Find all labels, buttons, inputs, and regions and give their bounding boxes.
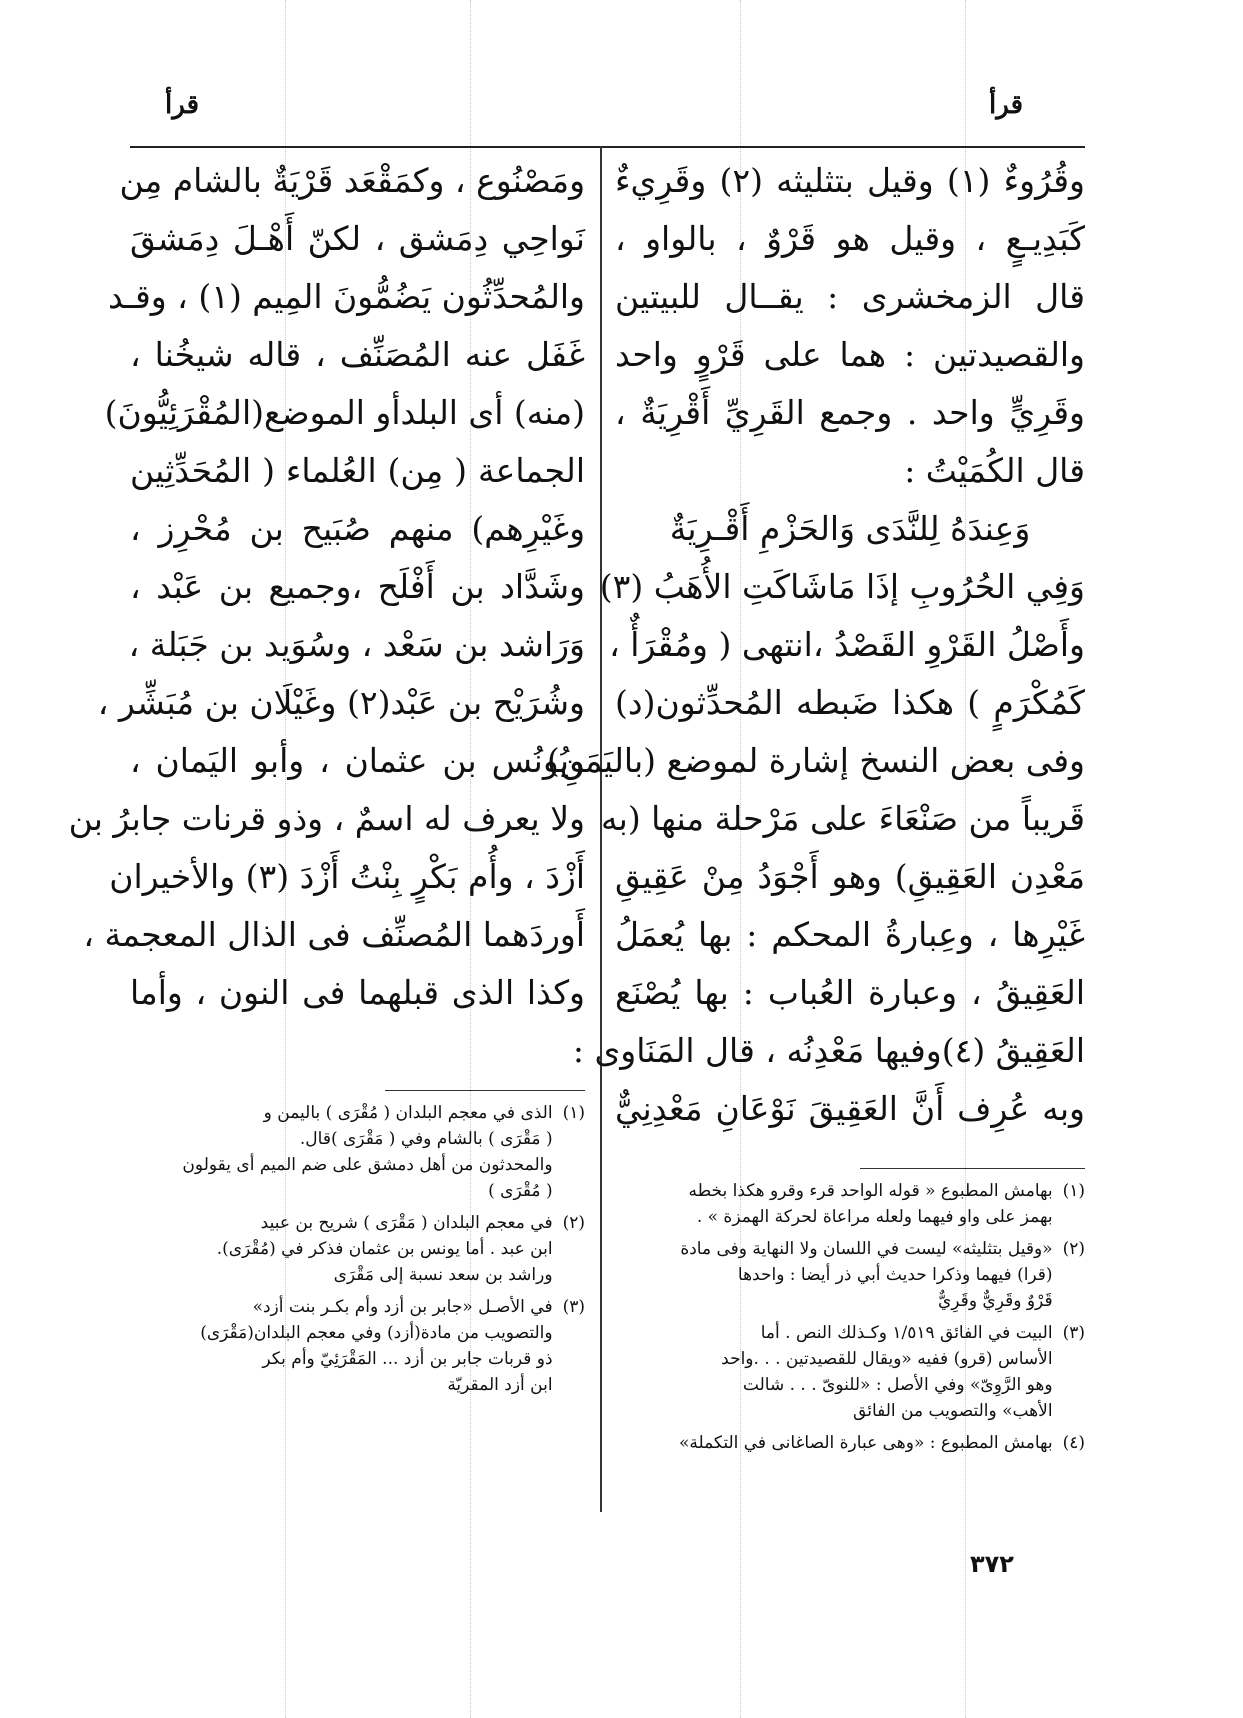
text-line: قَريباً من صَنْعَاءَ على مَرْحلة منها (به	[600, 799, 1085, 838]
running-header-left: قرأ	[165, 90, 199, 120]
text-line: العَقِيقُ (٤)وفيها مَعْدِنُه ، قال المَنَاوى :	[572, 1031, 1085, 1070]
footnote-number: (٢)	[562, 1213, 585, 1233]
footnote	[615, 1236, 1085, 1314]
footnote-line: ابن أزد المقريّة	[447, 1375, 553, 1395]
text-line: كَبَدِيـعٍ ، وقيل هو قَرْوٌ ، بالواو ،	[615, 219, 1085, 258]
footnote-line: في الأصـل «جابر بن أزد وأم بكـر بنت أزد»	[252, 1297, 553, 1317]
text-line: وقُرُوءٌ (١) وقيل بتثليثه (٢) وقَرِيءٌ	[615, 161, 1085, 200]
footnote-line: الأساس (قرو) ففيه «ويقال للقصيدتين . . .واحد	[721, 1349, 1053, 1369]
text-line: وكذا الذى قبلهما فى النون ، وأما	[130, 973, 585, 1012]
text-line: (منه) أى البلدأو الموضع(المُقْرَئِيُّونَ)	[104, 393, 585, 432]
footnote-number: (١)	[562, 1103, 585, 1123]
footnote	[130, 1294, 585, 1398]
running-header-right: قرأ	[989, 90, 1023, 120]
text-line: وأَصْلُ القَرْوِ القَصْدُ ،انتهى ( ومُقْرَأٌ ،	[609, 625, 1085, 664]
text-line: نَواحِي دِمَشق ، لكنّ أَهْـلَ دِمَشقَ	[130, 219, 585, 258]
text-line: وغَيْرِهم) منهم صُبَيح بن مُحْرِز ،	[130, 509, 585, 548]
footnote	[615, 1178, 1085, 1230]
text-line: وشَدَّاد بن أَفْلَح ،وجميع بن عَبْد ،	[130, 567, 585, 606]
footnote-line: البيت في الفائق ١/٥١٩ وكـذلك النص . أما	[760, 1323, 1053, 1343]
footnote	[615, 1320, 1085, 1424]
footnote-rule-left	[385, 1090, 585, 1091]
footnote-number: (٤)	[1062, 1433, 1085, 1453]
footnote-line: بهامش المطبوع « قوله الواحد قرء وقرو هكذا بخطه	[688, 1181, 1053, 1201]
footnote-line: وراشد بن سعد نسبة إلى مَقْرَى	[333, 1265, 553, 1285]
text-line: غَفَل عنه المُصَنِّف ، قاله شيخُنا ،	[130, 335, 585, 374]
footnote-number: (٣)	[562, 1297, 585, 1317]
page-number: ٣٧٢	[970, 1550, 1014, 1578]
text-line: أَزْدَ ، وأُم بَكْرٍ بِنْتُ أَزْدَ (٣) والأخيران	[109, 857, 585, 896]
left-footnotes	[130, 1100, 585, 1404]
footnote-line: ( مَقْرَى ) بالشام وفي ( مَقْرَى )قال.	[299, 1129, 553, 1149]
text-line: ولا يعرف له اسمٌ ، وذو قرنات جابرُ بن	[68, 799, 585, 838]
footnote-line: ذو قربات جابر بن أزد ... المَقْرَئِيّ وأم بكر	[262, 1349, 553, 1369]
footnote-rule-right	[860, 1168, 1085, 1169]
footnote-line: في معجم البلدان ( مَقْرَى ) شريح بن عبيد	[260, 1213, 553, 1233]
left-column-text	[68, 152, 585, 1022]
text-line: العَقِيقُ ، وعبارة العُباب : بها يُصْنَع	[615, 973, 1085, 1012]
footnote-line: الذى في معجم البلدان ( مُقْرَى ) باليمن و	[263, 1103, 553, 1123]
footnote-line: ( مُقْرَى )	[488, 1181, 553, 1201]
footnote-number: (١)	[1062, 1181, 1085, 1201]
right-column-text	[546, 152, 1085, 1138]
poem-verse: وَعِندَهُ لِلنَّدَى وَالحَزْمِ أَقْـرِيَةٌ	[669, 509, 1031, 548]
text-line: وَرَاشد بن سَعْد ، وسُوَيد بن جَبَلة ،	[128, 625, 585, 664]
text-line: قال الزمخشرى : يقــال للبيتين	[615, 277, 1085, 316]
text-line: كَمُكْرَمٍ ) هكذا ضَبطه المُحدِّثون(د)	[615, 683, 1085, 722]
footnote-line: (قرا) فيهما وذكرا حديث أبي ذر أيضا : واحدها	[737, 1265, 1053, 1285]
footnote-number: (٣)	[1062, 1323, 1085, 1343]
header-rule	[130, 146, 1085, 148]
footnote-line: بهامش المطبوع : «وهى عبارة الصاغانى في التكملة»	[678, 1433, 1053, 1453]
text-line: غَيْرِها ، وعِبارةُ المحكم : بها يُعمَلُ	[615, 915, 1085, 954]
footnote-line: وهو الرَّوِىّ» وفي الأصل : «للنوىّ . . . شالت	[742, 1375, 1053, 1395]
footnote-line: قَرْوٌ وقَرِيٌّ وقَرِيٌّ	[938, 1291, 1053, 1311]
text-line: ويُونُس بن عثمان ، وأبو اليَمان ،	[130, 741, 585, 780]
text-line: والمُحدِّثُون يَضُمُّونَ المِيم (١) ، وقـد	[107, 277, 585, 316]
text-line: قال الكُمَيْتُ :	[904, 451, 1085, 490]
footnote-line: بهمز على واو فيهما ولعله مراعاة لحركة الهمزة » .	[696, 1207, 1053, 1227]
text-line: ومَصْنُوع ، وكمَقْعَد قَرْيَةٌ بالشام مِن	[119, 161, 585, 200]
footnote-line: الأهب» والتصويب من الفائق	[853, 1401, 1053, 1421]
text-line: وشُرَيْح بن عَبْد(٢) وغَيْلَان بن مُبَشِّر ،	[97, 683, 585, 722]
text-line: وبه عُرِف أَنَّ العَقِيقَ نَوْعَانِ مَعْدِنِيٌّ	[615, 1089, 1085, 1128]
text-line: الجماعة ( مِن) العُلماء ( المُحَدِّثِين	[130, 451, 585, 490]
text-line: أَوردَهما المُصنِّف فى الذال المعجمة ،	[83, 915, 585, 954]
footnote	[130, 1100, 585, 1204]
footnote	[615, 1430, 1085, 1456]
text-line: مَعْدِن العَقِيقِ) وهو أَجْوَدُ مِنْ عَقِيقِ	[615, 857, 1085, 896]
footnote-line: والتصويب من مادة(أزد) وفي معجم البلدان(مَقْرَى)	[200, 1323, 553, 1343]
footnote-line: ابن عبد . أما يونس بن عثمان فذكر في (مُقْرَى).	[216, 1239, 553, 1259]
right-footnotes	[615, 1178, 1085, 1462]
footnote-line: «وقيل بتثليثه» ليست في اللسان ولا النهاية وفى مادة	[680, 1239, 1053, 1259]
footnote-line: والمحدثون من أهل دمشق على ضم الميم أى يقولون	[182, 1155, 553, 1175]
footnote	[130, 1210, 585, 1288]
text-line: وفى بعض النسخ إشارة لموضع (باليَمَنِ)	[546, 741, 1085, 780]
footnote-number: (٢)	[1062, 1239, 1085, 1259]
poem-verse: وَفِي الحُرُوبِ إذَا مَاشَاكَتِ الأُهَبُ (٣)	[599, 567, 1085, 606]
text-line: والقصيدتين : هما على قَرْوٍ واحد	[615, 335, 1085, 374]
text-line: وقَرِيٍّ واحد . وجمع القَرِيِّ أَقْرِيَةٌ ،	[615, 393, 1085, 432]
